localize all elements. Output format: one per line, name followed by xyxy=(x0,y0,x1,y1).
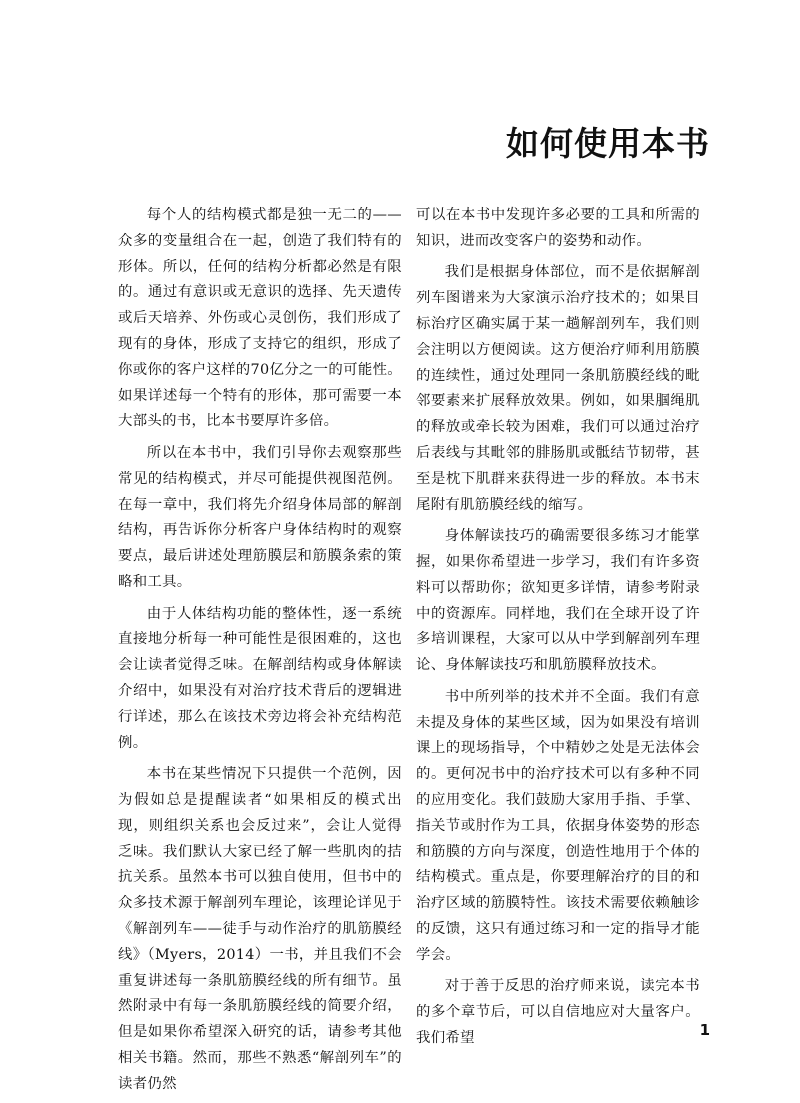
paragraph: 我们是根据身体部位，而不是依据解剖列车图谱来为大家演示治疗技术的；如果目标治疗区确实属于某一趟解剖列车，我们则会注明以方便阅读。这方便治疗师利用筋膜的连续性，通过处理同一条肌筋膜经线的毗邻要素来扩展释放效果。例如，如果腘绳肌的释放或牵长较为困难，我们可以通过治疗后表线与其毗邻的腓肠肌或骶结节韧带，甚至是枕下肌群来获得进一步的释放。本书末尾附有肌筋膜经线的缩写。 xyxy=(416,264,700,513)
right-column xyxy=(416,203,700,1057)
paragraph: 所以在本书中，我们引导你去观察那些常见的结构模式，并尽可能提供视图范例。在每一章中，我们将先介绍身体局部的解剖结构，再告诉你分析客户身体结构时的观察要点，最后讲述处理筋膜层和筋膜条索的策略和工具。 xyxy=(118,444,402,590)
paragraph: 每个人的结构模式都是独一无二的——众多的变量组合在一起，创造了我们特有的形体。所以，任何的结构分析都必然是有限的。通过有意识或无意识的选择、先天遗传或后天培养、外伤或心灵创伤，我们形成了现有的身体，形成了支持它的组织，形成了你或你的客户这样的70亿分之一的可能性。如果详述每一个特有的形体，那可需要一本大部头的书，比本书要厚许多倍。 xyxy=(118,207,402,430)
page-title: 如何使用本书 xyxy=(506,124,710,163)
paragraph: 由于人体结构功能的整体性，逐一系统直接地分析每一种可能性是很困难的，这也会让读者觉得乏味。在解剖结构或身体解读介绍中，如果没有对治疗技术背后的逻辑进行详述，那么在该技术旁边将会补充结构范例。 xyxy=(118,605,402,751)
paragraph: 书中所列举的技术并不全面。我们有意未提及身体的某些区域，因为如果没有培训课上的现场指导，个中精妙之处是无法体会的。更何况书中的治疗技术可以有多种不同的应用变化。我们鼓励大家用手指、手掌、指关节或肘作为工具，依据身体姿势的形态和筋膜的方向与深度，创造性地用于个体的结构模式。重点是，你要理解治疗的目的和治疗区域的筋膜特性。该技术需要依赖触诊的反馈，这只有通过练习和一定的指导才能学会。 xyxy=(416,688,700,963)
left-column xyxy=(118,203,402,1103)
page-number: 1 xyxy=(699,1021,710,1039)
paragraph: 对于善于反思的治疗师来说，读完本书的多个章节后，可以自信地应对大量客户。我们希望 xyxy=(416,978,700,1046)
paragraph: 本书在某些情况下只提供一个范例，因为假如总是提醒读者“如果相反的模式出现，则组织关系也会反过来”，会让人觉得乏味。我们默认大家已经了解一些肌肉的拮抗关系。虽然本书可以独自使用，但书中的众多技术源于解剖列车理论，该理论详见于《解剖列车——徒手与动作治疗的肌筋膜经线》（Myers，2014）一书，并且我们不会重复讲述每一条肌筋膜经线的所有细节。虽然附录中有每一条肌筋膜经线的简要介绍，但是如果你希望深入研究的话，请参考其他相关书籍。然而，那些不熟悉“解剖列车”的读者仍然 xyxy=(118,766,402,1092)
paragraph-continuation: 可以在本书中发现许多必要的工具和所需的知识，进而改变客户的姿势和动作。 xyxy=(416,207,700,249)
paragraph: 身体解读技巧的确需要很多练习才能掌握，如果你希望进一步学习，我们有许多资料可以帮助你；欲知更多详情，请参考附录中的资源库。同样地，我们在全球开设了许多培训课程，大家可以从中学到解剖列车理论、身体解读技巧和肌筋膜释放技术。 xyxy=(416,528,700,674)
